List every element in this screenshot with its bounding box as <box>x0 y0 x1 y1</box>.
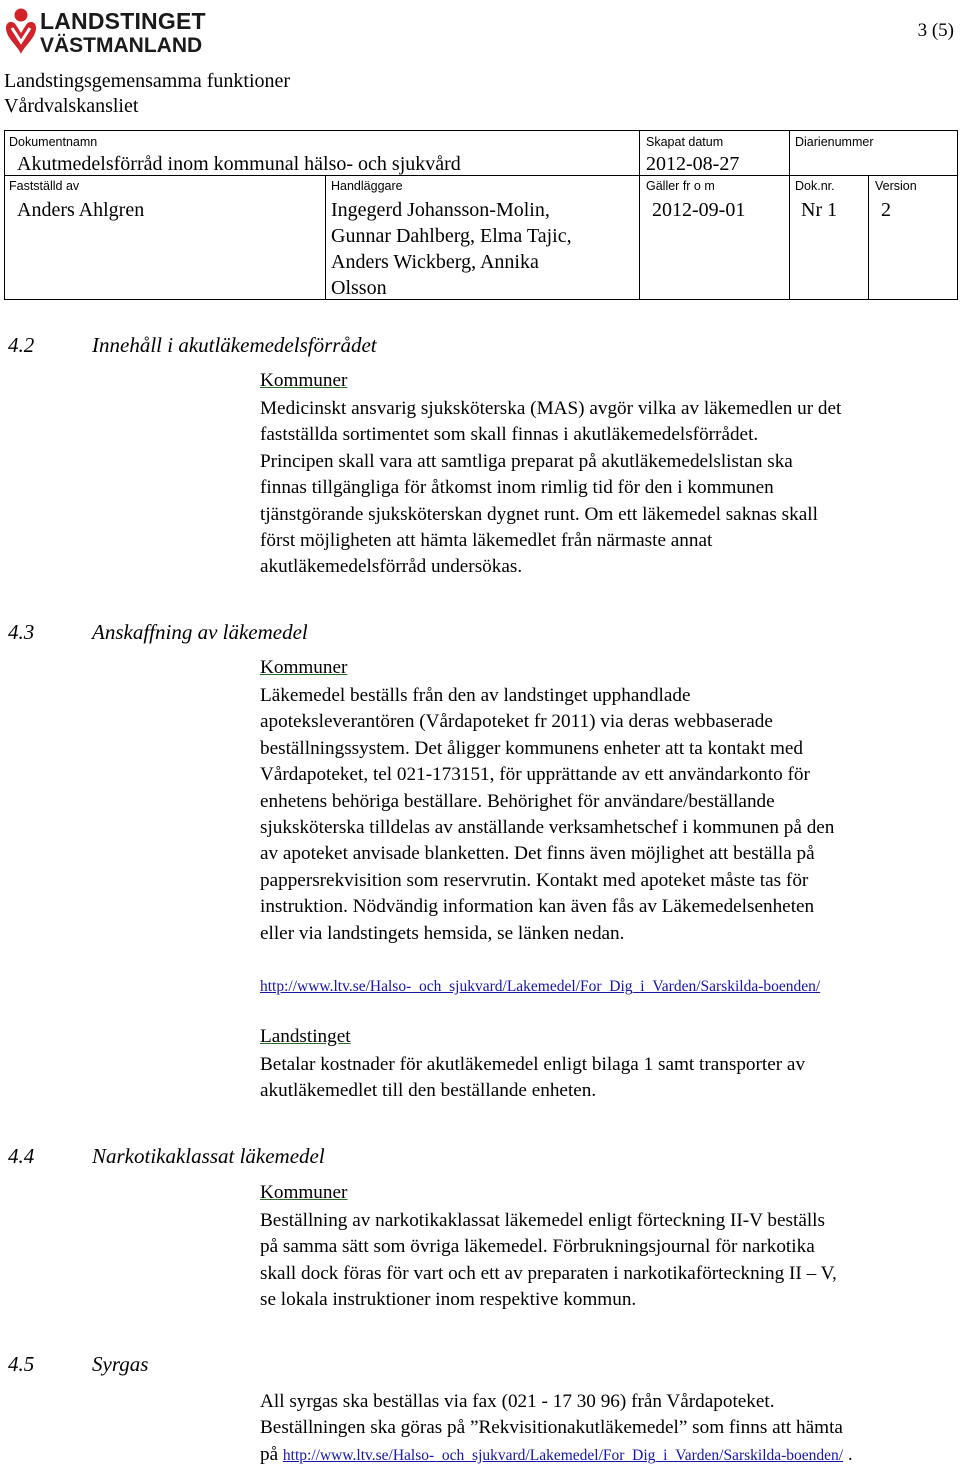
text-line: Beställning av narkotikaklassat läkemedel enligt förteckning II-V beställs <box>260 1210 825 1231</box>
galler-value: 2012-09-01 <box>652 199 746 221</box>
section-4-3-landstinget-text <box>260 1052 960 1105</box>
page-number: 3 (5) <box>917 20 954 41</box>
text-line: fastställda sortimentet som skall finnas i akutläkemedelsförrådet. <box>260 424 759 446</box>
text-line: sjuksköterska tilldelas av anställande verksamhetschef i kommunen på den <box>260 817 835 839</box>
handlaggare-line: Gunnar Dahlberg, Elma Tajic, <box>331 225 572 247</box>
faststalld-label: Fastställd av <box>9 179 80 193</box>
sarskilda-boenden-link[interactable]: http://www.ltv.se/Halso-_och_sjukvard/Lakemedel/For_Dig_i_Varden/Sarskilda-boenden/ <box>260 978 821 995</box>
handlaggare-label: Handläggare <box>331 179 403 193</box>
text-line: eller via landstingets hemsida, se länken nedan. <box>260 922 625 944</box>
dokumentnamn-label: Dokumentnamn <box>9 135 98 149</box>
text-line: på samma sätt som övriga läkemedel. Förbrukningsjournal för narkotika <box>260 1236 815 1258</box>
dokumentnamn-value: Akutmedelsförråd inom kommunal hälso- och sjukvård <box>17 153 461 175</box>
section-4-5-text <box>260 1389 960 1469</box>
subheading-kommuner: Kommuner <box>260 657 348 678</box>
section-4-2-text <box>260 396 960 581</box>
handlaggare-line: Anders Wickberg, Annika <box>331 251 539 273</box>
text-line: Läkemedel beställs från den av landstinget upphandlade <box>260 685 691 706</box>
section-heading-4-5: 4.5 Syrgas <box>8 1352 149 1376</box>
faststalld-value: Anders Ahlgren <box>17 199 145 221</box>
text-line: Principen skall vara att samtliga preparat på akutläkemedelslistan ska <box>260 450 793 472</box>
galler-label: Gäller fr o m <box>646 179 715 193</box>
logo-text-line2: VÄSTMANLAND <box>40 34 203 57</box>
doknr-value: Nr 1 <box>801 199 838 221</box>
text-line: Betalar kostnader för akutläkemedel enligt bilaga 1 samt transporter av <box>260 1054 806 1075</box>
section-heading-4-2: 4.2 Innehåll i akutläkemedelsförrådet <box>8 333 377 357</box>
version-label: Version <box>875 179 917 193</box>
document-meta-table <box>4 130 958 300</box>
text-line: apoteksleverantören (Vårdapoteket fr 2011) via deras webbaserade <box>260 711 773 733</box>
text-line: se lokala instruktioner inom respektive kommun. <box>260 1289 637 1311</box>
org-line-1: Landstingsgemensamma funktioner <box>4 70 291 92</box>
diarienummer-label: Diarienummer <box>795 135 874 149</box>
sarskilda-boenden-link[interactable]: http://www.ltv.se/Halso-_och_sjukvard/Lakemedel/For_Dig_i_Varden/Sarskilda-boenden/ <box>282 1446 844 1464</box>
handlaggare-line: Ingegerd Johansson-Molin, <box>331 199 550 221</box>
text-line: tjänstgörande sjuksköterskan dygnet runt. Om ett läkemedel saknas skall <box>260 503 818 525</box>
org-line-2: Vårdvalskansliet <box>4 95 139 117</box>
text-line: pappersrekvisition som reservrutin. Kontakt med apoteket måste tas för <box>260 869 809 891</box>
text-line: Vårdapoteket, tel 021-173151, för upprättande av ett användarkonto för <box>260 764 810 786</box>
section-4-3-text <box>260 683 960 947</box>
text-line: instruktion. Nödvändig information kan även fås av Läkemedelsenheten <box>260 896 815 918</box>
text-line: akutläkemedelsförråd undersökas. <box>260 556 523 578</box>
text-line: först möjligheten att hämta läkemedlet från närmaste annat <box>260 530 713 552</box>
text-line-with-link: på http://www.ltv.se/Halso-_och_sjukvard/Lakemedel/For_Dig_i_Varden/Sarskilda-boenden/ . <box>260 1443 853 1465</box>
heart-figure-icon <box>4 6 44 60</box>
section-heading-4-3: 4.3 Anskaffning av läkemedel <box>8 620 308 644</box>
text-line: Medicinskt ansvarig sjuksköterska (MAS) avgör vilka av läkemedlen ur det <box>260 398 842 419</box>
section-4-4-text <box>260 1208 960 1314</box>
subheading-kommuner: Kommuner <box>260 1182 348 1203</box>
skapat-value: 2012-08-27 <box>646 153 740 175</box>
text-line: finnas tillgängliga för åtkomst inom rimlig tid för den i kommunen <box>260 477 774 499</box>
subheading-landstinget: Landstinget <box>260 1026 351 1047</box>
text-line: av apoteket anvisade blanketten. Det finns även möjlighet att beställa på <box>260 843 815 865</box>
skapat-label: Skapat datum <box>646 135 724 149</box>
text-line: skall dock föras för vart och ett av preparaten i narkotikaförteckning II – V, <box>260 1262 837 1284</box>
doknr-label: Dok.nr. <box>795 179 835 193</box>
text-line: All syrgas ska beställas via fax (021 - 17 30 96) från Vårdapoteket. <box>260 1391 775 1412</box>
version-value: 2 <box>881 199 891 221</box>
text-line: enhetens behöriga beställare. Behörighet för användare/beställande <box>260 790 775 812</box>
logo-text-line1: LANDSTINGET <box>40 8 206 34</box>
text-line: akutläkemedlet till den beställande enheten. <box>260 1080 597 1102</box>
subheading-kommuner: Kommuner <box>260 370 348 391</box>
section-heading-4-4: 4.4 Narkotikaklassat läkemedel <box>8 1144 325 1168</box>
text-line: Beställningen ska göras på ”Rekvisitionakutläkemedel” som finns att hämta <box>260 1417 843 1439</box>
handlaggare-line: Olsson <box>331 277 387 299</box>
text-line: beställningssystem. Det åligger kommunens enheter att ta kontakt med <box>260 737 803 759</box>
